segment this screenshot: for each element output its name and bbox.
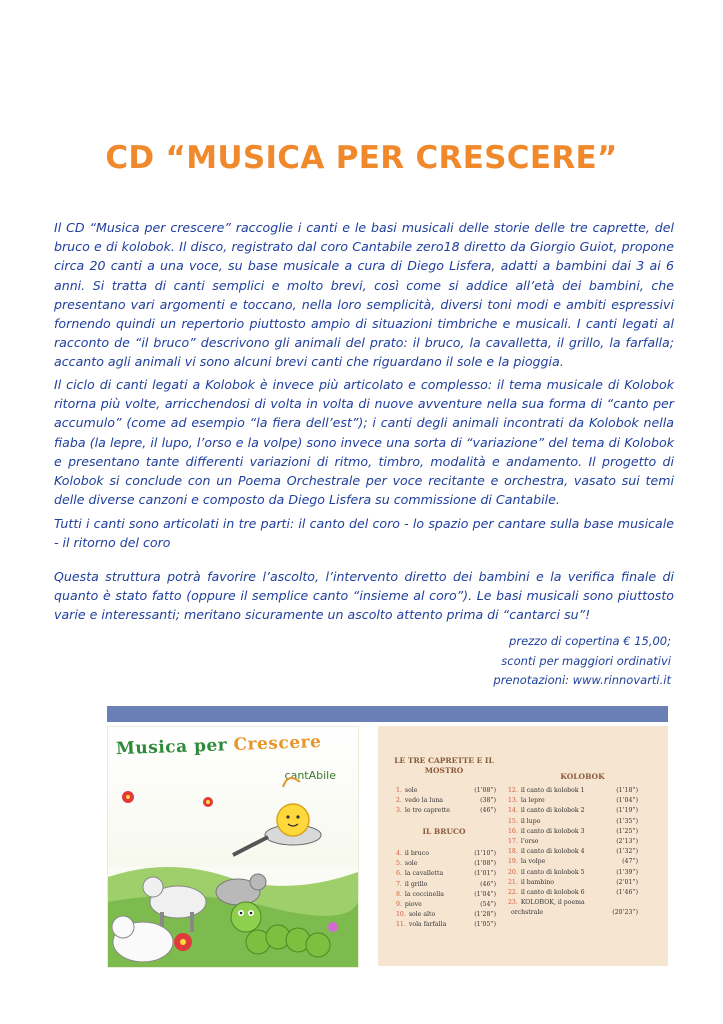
paragraph-text: Questa struttura potrà favorire l’ascolto, l’intervento diretto dei bambini e la verifica finale di quanto è stato fatto (oppure il semplice canto “insieme al coro”). Le basi musicali sono piuttosto varie e interessanti; meritano sicuramente un ascolto attento prima di “cantarci su”! xyxy=(54,569,674,623)
track-title: il canto di kolobok 5 xyxy=(520,868,585,876)
track-duration: (2’13”) xyxy=(616,837,638,845)
track-row xyxy=(396,849,496,859)
track-title: l’orso xyxy=(520,837,539,845)
section-heading-bruco: IL BRUCO xyxy=(422,827,466,836)
track-row xyxy=(508,888,638,898)
track-row xyxy=(508,817,638,827)
booking-line: prenotazioni: www.rinnovarti.it xyxy=(493,673,671,687)
track-duration: (1’01”) xyxy=(474,870,496,878)
track-number: 8. xyxy=(396,890,402,898)
track-row xyxy=(396,796,496,806)
track-duration: (1’28”) xyxy=(474,911,496,919)
track-duration: (1’25”) xyxy=(616,827,638,835)
track-title: sole xyxy=(404,787,418,794)
track-row xyxy=(508,908,638,918)
track-title: le tre caprette xyxy=(404,807,450,815)
track-number: 9. xyxy=(396,900,402,908)
paragraph-kolobok xyxy=(54,375,674,509)
track-duration: (1’08”) xyxy=(474,860,496,868)
track-duration: (1’08”) xyxy=(474,787,496,794)
track-title: il bambino xyxy=(520,878,554,886)
panel-bar xyxy=(107,706,397,722)
track-number: 12. xyxy=(508,787,518,794)
track-number: 13. xyxy=(508,797,518,805)
track-duration: (1’10”) xyxy=(474,850,496,857)
track-duration: (1’32”) xyxy=(616,848,638,856)
front-cover-panel xyxy=(107,706,397,782)
track-number: 19. xyxy=(508,858,518,866)
track-duration: (1’05”) xyxy=(474,921,496,929)
track-row xyxy=(508,868,638,878)
tracklist-bruco xyxy=(396,849,496,931)
panel-bar xyxy=(378,706,668,722)
track-duration: (20’23”) xyxy=(612,909,638,917)
track-row xyxy=(396,869,496,879)
track-duration: (47”) xyxy=(622,858,638,866)
track-title: piove xyxy=(404,900,422,908)
track-title: il lupo xyxy=(520,817,541,825)
track-title: il grillo xyxy=(404,880,428,888)
track-row xyxy=(396,786,496,796)
track-row xyxy=(508,827,638,837)
track-title: sole xyxy=(404,860,418,868)
track-number: 16. xyxy=(508,827,518,835)
tracklist-kolobok xyxy=(508,786,638,918)
track-duration: (1’18”) xyxy=(616,787,638,794)
paragraph-structure xyxy=(54,514,674,552)
track-title: KOLOBOK, il poema xyxy=(520,899,585,907)
track-duration: (1’04”) xyxy=(616,797,638,805)
track-duration: (1’04”) xyxy=(474,890,496,898)
cover-illustration xyxy=(108,727,358,967)
paragraph-intro xyxy=(54,218,674,372)
track-title: orchstrale xyxy=(511,909,544,917)
cd-front-cover xyxy=(107,726,359,968)
track-row xyxy=(508,898,638,908)
track-number: 18. xyxy=(508,848,518,856)
track-title: il canto di kolobok 4 xyxy=(520,848,585,856)
track-title: il canto di kolobok 3 xyxy=(520,827,585,835)
track-title: vedo la luna xyxy=(404,797,443,805)
track-row xyxy=(508,796,638,806)
track-title: la cavalletta xyxy=(404,870,444,878)
paragraph-text: Il CD “Musica per crescere” raccoglie i canti e le basi musicali delle storie delle tre caprette, del bruco e di kolobok. Il disco, registrato dal coro Cantabile zero18 diretto da Giorgio Guiot, propone circa 20 canti a una voce, su base musicale a cura di Diego Lisfera, adatti a bambini dai 3 ai 6 anni. Si tratta di canti semplici e molto brevi, così come si addice all’età dei bambini, che presentano vari argomenti e toccano, nella loro semplicità, diversi toni modi e ambiti espressivi fornendo quindi un repertorio piuttosto ampio di situazioni timbriche e musicali. I canti legati al racconto de “il bruco” descrivono gli animali del prato: il bruco, la cavalletta, il grillo, la farfalla; accanto agli animali vi sono alcuni brevi canti che riguardano il sole e la pioggia. xyxy=(54,220,674,370)
back-cover-panel xyxy=(378,706,668,929)
track-number: 23. xyxy=(508,899,518,907)
track-number: 5. xyxy=(396,860,402,868)
cantabile-logo: cantAbile xyxy=(284,769,336,782)
track-duration: (38”) xyxy=(480,797,496,805)
track-row xyxy=(396,890,496,900)
track-number: 22. xyxy=(508,888,518,896)
track-duration: (1’46”) xyxy=(616,888,638,896)
cover-title-part1: Musica per xyxy=(115,735,234,760)
discount-line: sconti per maggiori ordinativi xyxy=(501,653,671,668)
track-number: 20. xyxy=(508,868,518,876)
track-row xyxy=(396,859,496,869)
track-title: vola farfalla xyxy=(408,921,447,929)
cover-title-part2: Crescere xyxy=(233,732,322,756)
track-number: 15. xyxy=(508,817,518,825)
track-title: la lepre xyxy=(520,797,545,805)
track-duration: (1’35”) xyxy=(616,817,638,825)
tracklist-caprette xyxy=(396,786,496,817)
track-row xyxy=(396,920,496,930)
track-row xyxy=(508,786,638,796)
track-number: 6. xyxy=(396,870,402,878)
paragraph-text: Il ciclo di canti legati a Kolobok è invece più articolato e complesso: il tema musicale di Kolobok ritorna più volte, arricchendosi di volta in volta di nuove avventure nella sua forma di “canto per accumulo” (come ad esempio “la fiera dell’est”); i canti degli animali incontrati da Kolobok nella fiaba (la lepre, il lupo, l’orso e la volpe) sono invece una sorta di “variazione” del tema di Kolobok e presentano tante differenti variazioni di ritmo, timbro, modalità e andamento. Il progetto di Kolobok si conclude con un Poema Orchestrale per voce recitante e orchestra, vasato sui temi delle diverse canzoni e composto da Diego Lisfera su commissione di Cantabile. xyxy=(54,377,674,508)
track-duration: (2’01”) xyxy=(616,878,638,886)
track-number: 17. xyxy=(508,837,518,845)
track-row xyxy=(396,910,496,920)
track-number: 2. xyxy=(396,797,402,805)
track-title: la coccinella xyxy=(404,890,444,898)
track-number: 21. xyxy=(508,878,518,886)
track-title: il bruco xyxy=(404,850,429,857)
section-heading-kolobok: KOLOBOK xyxy=(560,772,605,781)
paragraph-listening xyxy=(54,567,674,625)
track-duration: (46”) xyxy=(480,880,496,888)
track-row xyxy=(508,878,638,888)
track-number: 4. xyxy=(396,850,402,857)
track-number: 3. xyxy=(396,807,402,815)
page-title: CD “MUSICA PER CRESCERE” xyxy=(105,140,618,176)
track-number: 11. xyxy=(396,921,406,929)
section-heading-caprette: LE TRE CAPRETTE E IL MOSTRO xyxy=(394,756,494,775)
track-number: 1. xyxy=(396,787,402,794)
track-row xyxy=(396,900,496,910)
cd-back-cover xyxy=(378,726,668,966)
track-title: sole alto xyxy=(408,911,436,919)
track-row xyxy=(508,857,638,867)
price-info xyxy=(371,632,671,691)
track-number: 14. xyxy=(508,807,518,815)
track-title: il canto di kolobok 1 xyxy=(520,787,585,794)
price-line: prezzo di copertina € 15,00; xyxy=(509,634,671,648)
track-row xyxy=(396,880,496,890)
track-duration: (46”) xyxy=(480,807,496,815)
track-number: 10. xyxy=(396,911,406,919)
kolobok-icon xyxy=(233,778,321,855)
track-row xyxy=(508,847,638,857)
track-number: 7. xyxy=(396,880,402,888)
track-duration: (1’19”) xyxy=(616,807,638,815)
track-row xyxy=(396,806,496,816)
paragraph-text: Tutti i canti sono articolati in tre parti: il canto del coro - lo spazio per cantare sulla base musicale - il ritorno del coro xyxy=(54,516,674,551)
track-duration: (54”) xyxy=(480,900,496,908)
track-title: il canto di kolobok 2 xyxy=(520,807,585,815)
track-duration: (1’39”) xyxy=(616,868,638,876)
track-row xyxy=(508,806,638,816)
track-title: la volpe xyxy=(520,858,546,866)
track-title: il canto di kolobok 6 xyxy=(520,888,585,896)
track-row xyxy=(508,837,638,847)
